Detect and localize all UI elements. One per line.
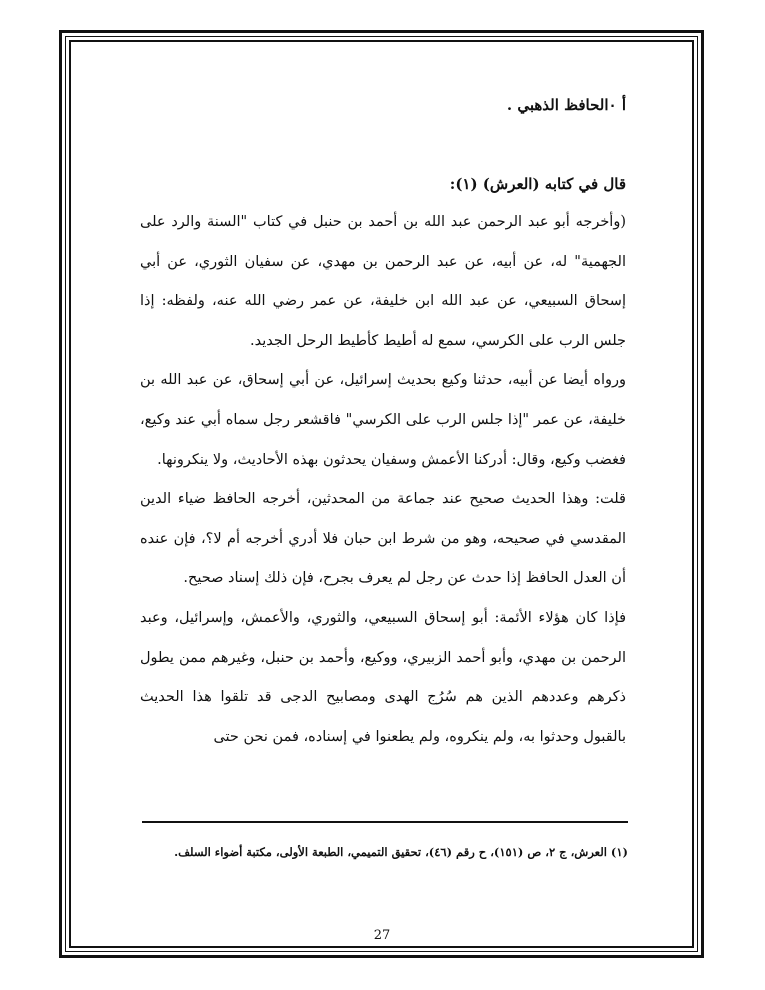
section-heading: أ ٠الحافظ الذهبي .	[506, 96, 626, 114]
footnote-separator	[142, 821, 628, 823]
quote-intro: قال في كتابه (العرش) (١):	[449, 175, 626, 193]
paragraph: فإذا كان هؤلاء الأئمة: أبو إسحاق السبيعي، والثوري، والأعمش، وإسرائيل، وعبد الرحمن بن مهدي، وأبو أحمد الزبيري، ووكيع، وأحمد بن حنبل، وغيرهم ممن يطول ذكرهم وعددهم الذين هم سُرُج الهدى ومصابيح الدجى قد تلقوا هذا الحديث بالقبول وحدثوا به، ولم ينكروه، ولم يطعنوا في إسناده، فمن نحن حتى	[140, 609, 626, 745]
footnote: (١) العرش، ج ٢، ص (١٥١)، ح رقم (٤٦)، تحقيق التميمي، الطبعة الأولى، مكتبة أضواء السلف.	[174, 845, 628, 859]
page-number: 27	[373, 928, 391, 943]
paragraph: قلت: وهذا الحديث صحيح عند جماعة من المحدثين، أخرجه الحافظ ضياء الدين المقدسي في صحيحه، وهو من شرط ابن حبان فلا أدري أخرجه أم لا؟، فإن عنده أن العدل الحافظ إذا حدث عن رجل لم يعرف بجرح، فإن ذلك إسناد صحيح.	[140, 491, 626, 587]
paragraph: ورواه أيضا عن أبيه، حدثنا وكيع بحديث إسرائيل، عن أبي إسحاق، عن عبد الله بن خليفة، عن عمر "إذا جلس الرب على الكرسي" فاقشعر رجل سماه أبي عند وكيع، فغضب وكيع، وقال: أدركنا الأعمش وسفيان يحدثون بهذه الأحاديث، ولا ينكرونها.	[140, 372, 626, 468]
page-content	[140, 90, 626, 757]
paragraph: (وأخرجه أبو عبد الرحمن عبد الله بن أحمد بن حنبل في كتاب "السنة والرد على الجهمية" له، عن أبيه، عن عبد الرحمن بن مهدي، عن سفيان الثوري، عن أبي إسحاق السبيعي، عن عبد الله ابن خليفة، عن عمر رضي الله عنه، ولفظه: إذا جلس الرب على الكرسي، سمع له أطيط كأطيط الرحل الجديد.	[140, 214, 627, 349]
